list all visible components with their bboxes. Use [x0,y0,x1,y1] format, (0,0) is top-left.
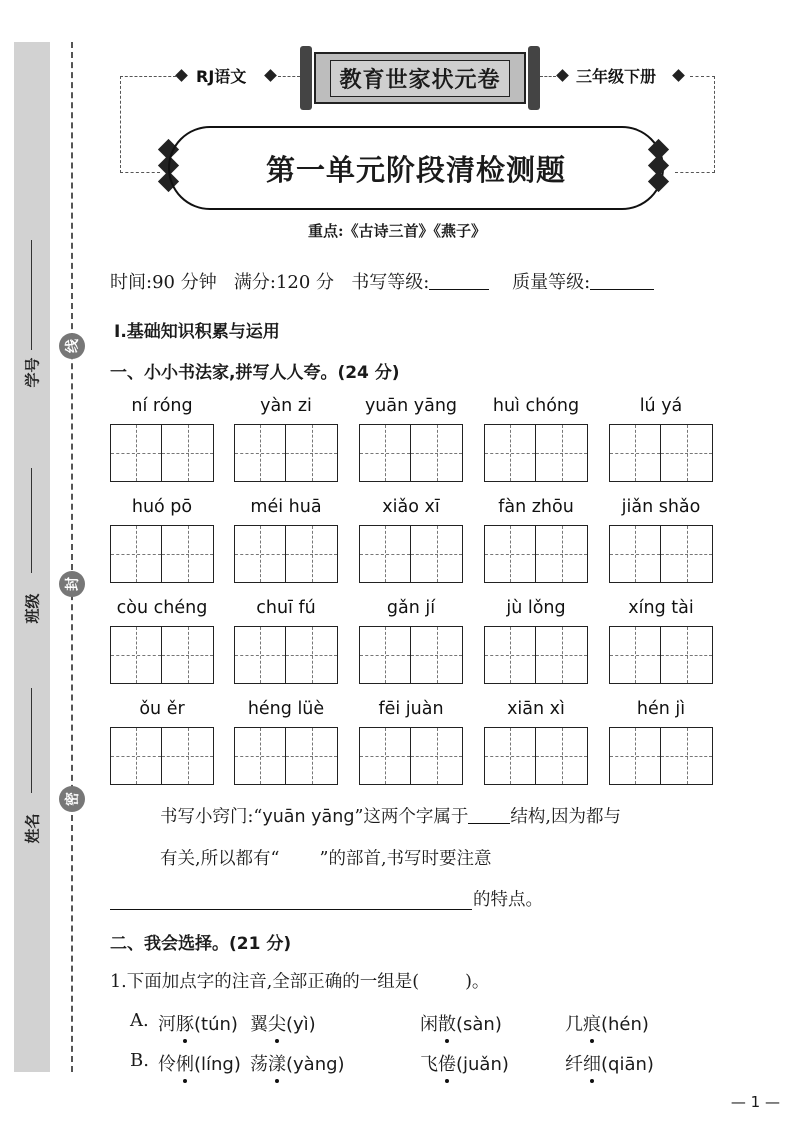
full-score: 满分:120 分 [233,272,335,293]
option-pinyin: (yì) [286,1014,316,1035]
tip-pinyin: yuān yāng [262,807,355,827]
binding-strip [14,42,50,1072]
tip-text: ”的部首,书写时要注意 [319,849,492,869]
header-dash-mid-left [278,76,300,77]
diamond-icon [264,69,277,82]
writing-box[interactable] [484,626,588,684]
dotted-char: 尖 [268,1010,286,1036]
grade-tag: 三年级下册 [576,67,657,86]
option-item [158,1010,238,1036]
pinyin-label: ní róng [131,396,193,416]
writing-box[interactable] [110,727,214,785]
answer-blank[interactable] [419,971,465,989]
part-title: Ⅰ.基础知识积累与运用 [114,322,280,342]
pinyin-label: héng lüè [247,699,325,719]
guide-line [687,425,688,481]
guide-line [260,627,261,683]
option-pinyin: (tún) [194,1014,238,1035]
pinyin-label: fàn zhōu [498,497,574,517]
writing-box[interactable] [234,727,338,785]
guide-line [136,425,137,481]
writing-cell[interactable] [661,627,712,683]
guide-line [385,526,386,582]
writing-box[interactable] [359,424,463,482]
option-char: 闲 [420,1014,438,1035]
guide-line [635,425,636,481]
option-char: 河 [158,1014,176,1035]
option-item [565,1010,649,1036]
pinyin-label: huó pō [131,497,193,517]
stem-end: )。 [465,972,490,992]
diamond-icon [672,69,685,82]
header-dash-mid-right [540,76,556,77]
writing-cell[interactable] [235,425,286,481]
tip-text: 有关,所以都有“ [160,849,280,869]
feature-blank[interactable] [110,909,472,910]
pinyin-label: yàn zi [260,396,312,416]
writing-box[interactable] [234,525,338,583]
guide-line [136,728,137,784]
pinyin-label: ǒu ěr [139,699,185,719]
writing-cell[interactable] [360,526,411,582]
header-dash-right [690,76,715,173]
writing-box[interactable] [359,626,463,684]
option-char: 飞 [420,1054,438,1075]
writing-box[interactable] [234,626,338,684]
dotted-char: 细 [583,1050,601,1076]
writing-box[interactable] [110,525,214,583]
guide-line [687,627,688,683]
quality-grade-blank[interactable] [590,271,654,290]
writing-cell[interactable] [661,425,712,481]
pinyin-label: jiǎn shǎo [621,497,701,517]
option-pinyin: (yàng) [286,1054,345,1075]
option-item [158,1050,241,1076]
diamond-icon [556,69,569,82]
writing-cell[interactable] [536,425,587,481]
option-char: 几 [565,1014,583,1035]
dotted-char: 倦 [438,1050,456,1076]
cut-line [71,42,73,1072]
guide-line [385,425,386,481]
title-banner [168,126,664,210]
option-label: A. [130,1010,149,1031]
writing-cell[interactable] [111,526,162,582]
writing-cell[interactable] [485,425,536,481]
page-number: — 1 — [730,1093,780,1111]
diamond-icon [175,69,188,82]
writing-cell[interactable] [485,627,536,683]
time-limit: 时间:90 分钟 [110,272,217,293]
dotted-char: 痕 [583,1010,601,1036]
guide-line [136,627,137,683]
guide-line [437,526,438,582]
option-pinyin: (hén) [601,1014,649,1035]
diamond-stack-right-icon [648,142,670,190]
writing-cell[interactable] [235,627,286,683]
option-item [565,1050,654,1076]
guide-line [260,728,261,784]
pinyin-label: hén jì [636,699,686,719]
guide-line [562,627,563,683]
pinyin-label: lú yá [639,396,683,416]
pinyin-label: fēi juàn [378,699,444,719]
option-item [420,1010,502,1036]
pinyin-label: còu chéng [116,598,208,618]
subject-tag: RJ语文 [196,67,247,86]
guide-line [562,425,563,481]
writing-cell[interactable] [485,526,536,582]
writing-cell[interactable] [536,526,587,582]
writing-cell[interactable] [286,728,337,784]
writing-cell[interactable] [162,526,213,582]
brand-title: 教育世家状元卷 [330,60,509,97]
writing-box[interactable] [609,525,713,583]
writing-cell[interactable] [360,728,411,784]
question-1-title: 一、小小书法家,拼写人人夸。(24 分) [110,363,400,383]
option-char: 纤 [565,1054,583,1075]
pinyin-label: huì chóng [492,396,580,416]
option-char: 翼 [250,1014,268,1035]
guide-line [312,425,313,481]
writing-box[interactable] [484,525,588,583]
writing-box[interactable] [609,424,713,482]
writing-cell[interactable] [536,728,587,784]
option-pinyin: (sàn) [456,1014,502,1035]
class-blank[interactable] [31,468,32,573]
writing-cell[interactable] [610,627,661,683]
question-2-title: 二、我会选择。(21 分) [110,934,292,954]
guide-line [188,526,189,582]
guide-line [312,728,313,784]
tip-line-1 [160,803,621,828]
guide-line [188,425,189,481]
guide-line [510,526,511,582]
writing-cell[interactable] [485,728,536,784]
writing-box[interactable] [484,424,588,482]
writing-cell[interactable] [235,728,286,784]
guide-line [385,728,386,784]
pinyin-label: gǎn jí [386,598,436,618]
writing-box[interactable] [484,727,588,785]
student-id-blank[interactable] [31,240,32,350]
option-item [250,1050,345,1076]
guide-line [635,627,636,683]
option-label: B. [130,1050,149,1071]
writing-box[interactable] [609,626,713,684]
option-pinyin: (juǎn) [456,1054,509,1075]
writing-grade-label: 书写等级: [351,272,430,293]
pinyin-label: chuī fú [256,598,316,618]
question-2-1-stem [110,968,489,993]
writing-cell[interactable] [411,425,462,481]
exam-info [110,268,654,294]
guide-line [188,627,189,683]
writing-cell[interactable] [111,627,162,683]
writing-cell[interactable] [111,425,162,481]
guide-line [437,627,438,683]
quality-grade-label: 质量等级: [512,272,591,293]
guide-line [260,425,261,481]
student-id-label: 学号 [23,357,42,388]
writing-box[interactable] [234,424,338,482]
writing-cell[interactable] [610,728,661,784]
guide-line [510,425,511,481]
dotted-char: 散 [438,1010,456,1036]
guide-line [687,526,688,582]
class-label: 班级 [23,593,42,624]
guide-line [385,627,386,683]
writing-cell[interactable] [411,728,462,784]
cut-mark-seal: 封 [59,571,85,597]
radical-blank[interactable] [280,848,320,866]
option-item [250,1010,316,1036]
guide-line [687,728,688,784]
writing-cell[interactable] [162,425,213,481]
dotted-char: 俐 [176,1050,194,1076]
structure-blank[interactable] [468,805,510,824]
writing-cell[interactable] [610,526,661,582]
guide-line [510,728,511,784]
dotted-char: 豚 [176,1010,194,1036]
guide-line [562,728,563,784]
option-pinyin: (líng) [194,1054,241,1075]
pinyin-label: xiān xì [507,699,565,719]
writing-cell[interactable] [536,627,587,683]
writing-box[interactable] [110,626,214,684]
guide-line [260,526,261,582]
guide-line [635,526,636,582]
writing-box[interactable] [110,424,214,482]
writing-cell[interactable] [235,526,286,582]
scroll-body [314,52,526,104]
guide-line [188,728,189,784]
pinyin-label: xíng tài [628,598,694,618]
pinyin-label: xiǎo xī [382,497,440,517]
writing-cell[interactable] [360,627,411,683]
page-title: 第一单元阶段清检测题 [265,152,566,187]
guide-line [510,627,511,683]
writing-cell[interactable] [162,728,213,784]
guide-line [312,627,313,683]
option-item [420,1050,509,1076]
writing-box[interactable] [609,727,713,785]
writing-cell[interactable] [411,627,462,683]
writing-cell[interactable] [661,526,712,582]
name-label: 姓名 [23,813,42,844]
writing-cell[interactable] [360,425,411,481]
pinyin-label: yuān yāng [364,396,458,416]
stem-text: 1.下面加点字的注音,全部正确的一组是( [110,972,420,992]
writing-cell[interactable] [661,728,712,784]
guide-line [562,526,563,582]
writing-cell[interactable] [162,627,213,683]
guide-line [312,526,313,582]
writing-cell[interactable] [610,425,661,481]
tip-text: 结构,因为都与 [510,807,621,827]
writing-cell[interactable] [286,425,337,481]
dotted-char: 漾 [268,1050,286,1076]
pinyin-label: jù lǒng [506,598,566,618]
pinyin-label: méi huā [250,497,322,517]
writing-cell[interactable] [286,627,337,683]
tip-text: 书写小窍门:“ [160,807,263,827]
header-dash-left-bottom [120,172,160,173]
header-dash-right-bottom [675,172,715,173]
scroll-rod-left [300,46,312,110]
tip-line-3: 的特点。 [473,890,543,910]
focus-line: 重点:《古诗三首》《燕子》 [307,222,487,240]
name-blank[interactable] [31,688,32,793]
guide-line [136,526,137,582]
writing-cell[interactable] [411,526,462,582]
option-char: 伶 [158,1054,176,1075]
writing-box[interactable] [359,727,463,785]
guide-line [635,728,636,784]
writing-cell[interactable] [286,526,337,582]
cut-mark-secret: 密 [59,786,85,812]
tip-text: ”这两个字属于 [354,807,469,827]
writing-box[interactable] [359,525,463,583]
option-char: 荡 [250,1054,268,1075]
writing-cell[interactable] [111,728,162,784]
option-pinyin: (qiān) [601,1054,654,1075]
guide-line [437,728,438,784]
cut-mark-line: 线 [59,333,85,359]
guide-line [437,425,438,481]
writing-grade-blank[interactable] [429,271,489,290]
tip-line-2 [160,845,492,870]
brand-scroll [300,46,540,110]
scroll-rod-right [528,46,540,110]
